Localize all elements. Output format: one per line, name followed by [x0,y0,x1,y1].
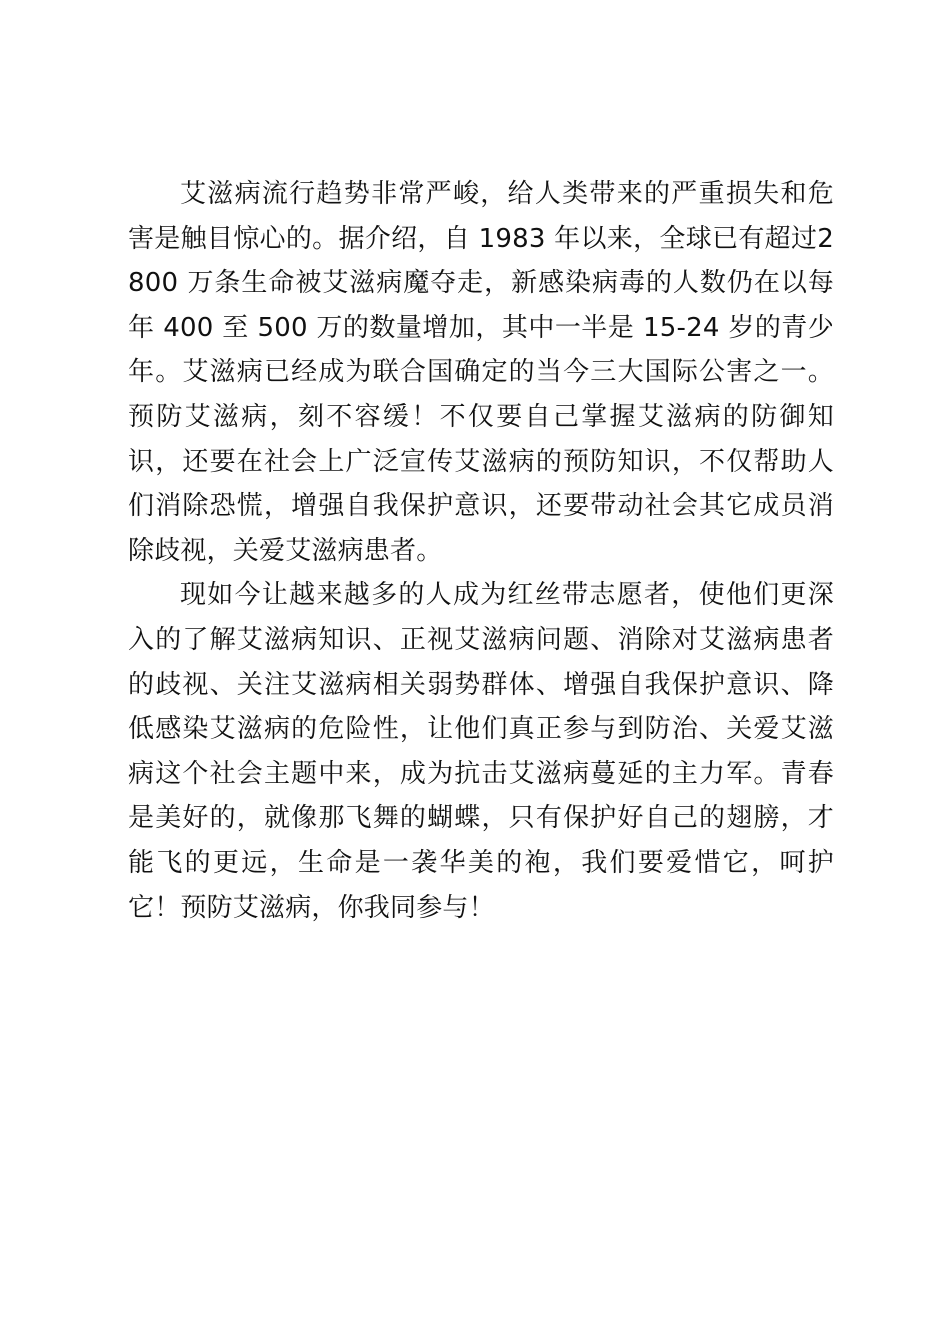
paragraph-1: 艾滋病流行趋势非常严峻，给人类带来的严重损失和危害是触目惊心的。据介绍，自 1983 年以来，全球已有超过2800 万条生命被艾滋病魔夺走，新感染病毒的人数仍在以每年 400 至 500 万的数量增加，其中一半是 15-24 岁的青少年。艾滋病已经成为联合国确定的当今三大国际公害之一。预防艾滋病，刻不容缓！不仅要自己掌握艾滋病的防御知识，还要在社会上广泛宣传艾滋病的预防知识，不仅帮助人们消除恐慌，增强自我保护意识，还要带动社会其它成员消除歧视，关爱艾滋病患者。 [128,179,834,566]
document-body [128,172,834,930]
paragraph-2: 现如今让越来越多的人成为红丝带志愿者，使他们更深入的了解艾滋病知识、正视艾滋病问题、消除对艾滋病患者的歧视、关注艾滋病相关弱势群体、增强自我保护意识、降低感染艾滋病的危险性，让他们真正参与到防治、关爱艾滋病这个社会主题中来，成为抗击艾滋病蔓延的主力军。青春是美好的，就像那飞舞的蝴蝶，只有保护好自己的翅膀，才能飞的更远，生命是一袭华美的袍，我们要爱惜它，呵护它！预防艾滋病，你我同参与！ [128,580,834,923]
